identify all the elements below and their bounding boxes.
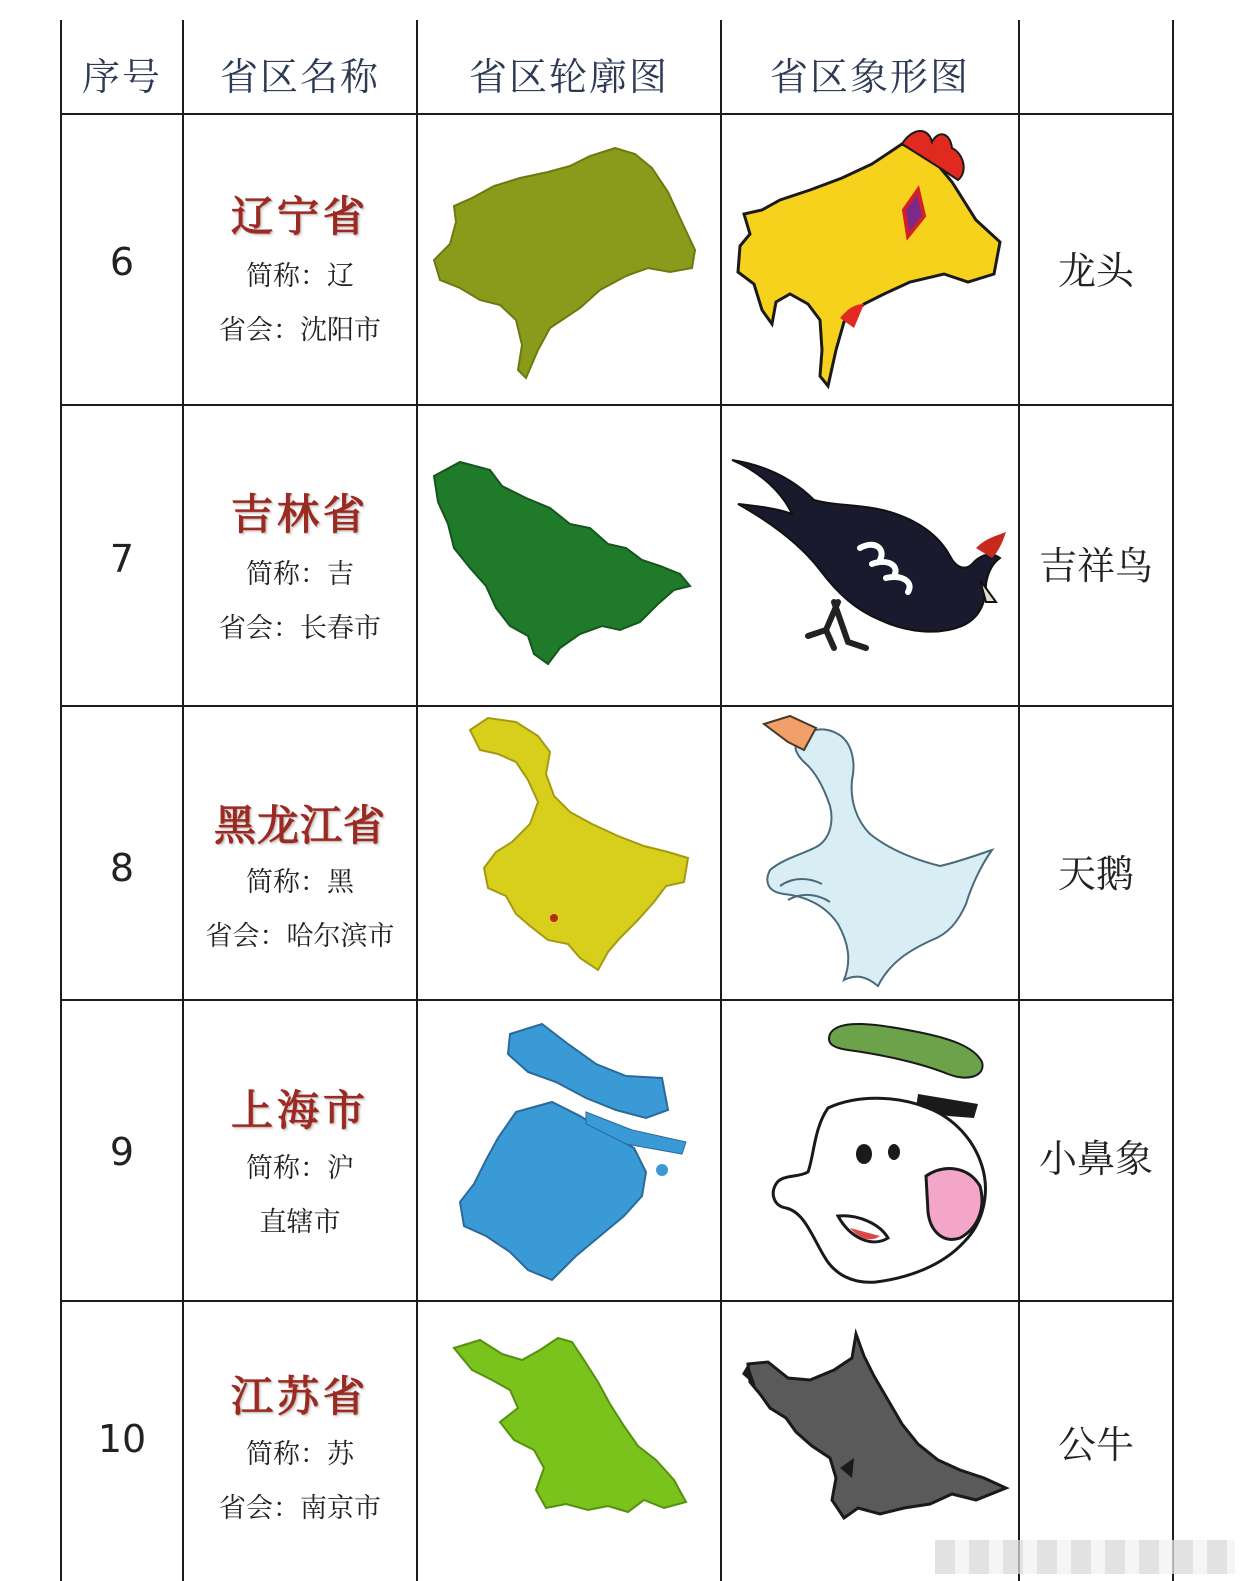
province-abbreviation: 简称：黑 bbox=[246, 867, 354, 898]
header-outline-map: 省区轮廓图 bbox=[468, 55, 669, 99]
heilongjiang-outline-map bbox=[458, 712, 698, 977]
province-name: 江苏省 bbox=[230, 1372, 369, 1421]
little-elephant-icon bbox=[768, 1016, 998, 1291]
row-index: 8 bbox=[109, 846, 135, 890]
outline-shape bbox=[508, 1024, 668, 1118]
province-symbol: 公牛 bbox=[1057, 1423, 1134, 1467]
province-name: 黑龙江省 bbox=[213, 801, 386, 850]
province-name: 吉林省 bbox=[230, 490, 369, 539]
grid-line bbox=[720, 20, 722, 1581]
row-index: 7 bbox=[109, 537, 135, 581]
header-province-name: 省区名称 bbox=[219, 55, 380, 99]
province-capital: 省会：长春市 bbox=[219, 613, 381, 644]
grid-line bbox=[60, 404, 1174, 406]
outline-shape bbox=[434, 462, 690, 664]
row-index: 9 bbox=[109, 1130, 135, 1174]
bull-icon bbox=[740, 1328, 1010, 1528]
province-symbol: 龙头 bbox=[1057, 249, 1134, 293]
watermark-strip bbox=[935, 1540, 1235, 1574]
province-abbreviation: 简称：吉 bbox=[246, 559, 354, 590]
province-capital: 省会：哈尔滨市 bbox=[205, 921, 395, 952]
province-capital: 省会：沈阳市 bbox=[219, 315, 381, 346]
outline-shape bbox=[454, 1338, 686, 1512]
row-index: 10 bbox=[97, 1417, 147, 1461]
province-name: 辽宁省 bbox=[230, 192, 369, 241]
liaoning-outline-map bbox=[430, 140, 705, 390]
header-index: 序号 bbox=[81, 55, 162, 99]
province-abbreviation: 简称：苏 bbox=[246, 1439, 354, 1470]
outline-shape bbox=[470, 718, 688, 970]
lucky-bird-icon bbox=[730, 452, 1010, 662]
swan-icon bbox=[760, 714, 1000, 994]
jilin-outline-map bbox=[430, 458, 695, 668]
province-symbol: 吉祥鸟 bbox=[1038, 544, 1153, 588]
grid-line bbox=[60, 1300, 1174, 1302]
row-index: 6 bbox=[109, 240, 135, 284]
pictograph-shape bbox=[767, 729, 992, 986]
grid-line bbox=[60, 705, 1174, 707]
grid-line bbox=[60, 113, 1174, 115]
grid-line bbox=[1172, 20, 1174, 1581]
province-symbol: 天鹅 bbox=[1057, 852, 1134, 896]
province-capital: 直辖市 bbox=[259, 1207, 341, 1238]
grid-line bbox=[416, 20, 418, 1581]
outline-shape bbox=[434, 148, 695, 378]
shanghai-outline-map bbox=[456, 1020, 696, 1290]
jiangsu-outline-map bbox=[448, 1330, 693, 1520]
pictograph-shape bbox=[738, 144, 1000, 386]
pictograph-shape bbox=[748, 1334, 1006, 1518]
province-symbol: 小鼻象 bbox=[1038, 1137, 1153, 1181]
province-abbreviation: 简称：辽 bbox=[246, 261, 354, 292]
province-abbreviation: 简称：沪 bbox=[246, 1153, 354, 1184]
header-pictograph: 省区象形图 bbox=[769, 55, 970, 99]
province-name: 上海市 bbox=[230, 1086, 369, 1135]
province-capital: 省会：南京市 bbox=[219, 1493, 381, 1524]
grid-line bbox=[60, 999, 1174, 1001]
rooster-head-icon bbox=[732, 124, 1007, 394]
